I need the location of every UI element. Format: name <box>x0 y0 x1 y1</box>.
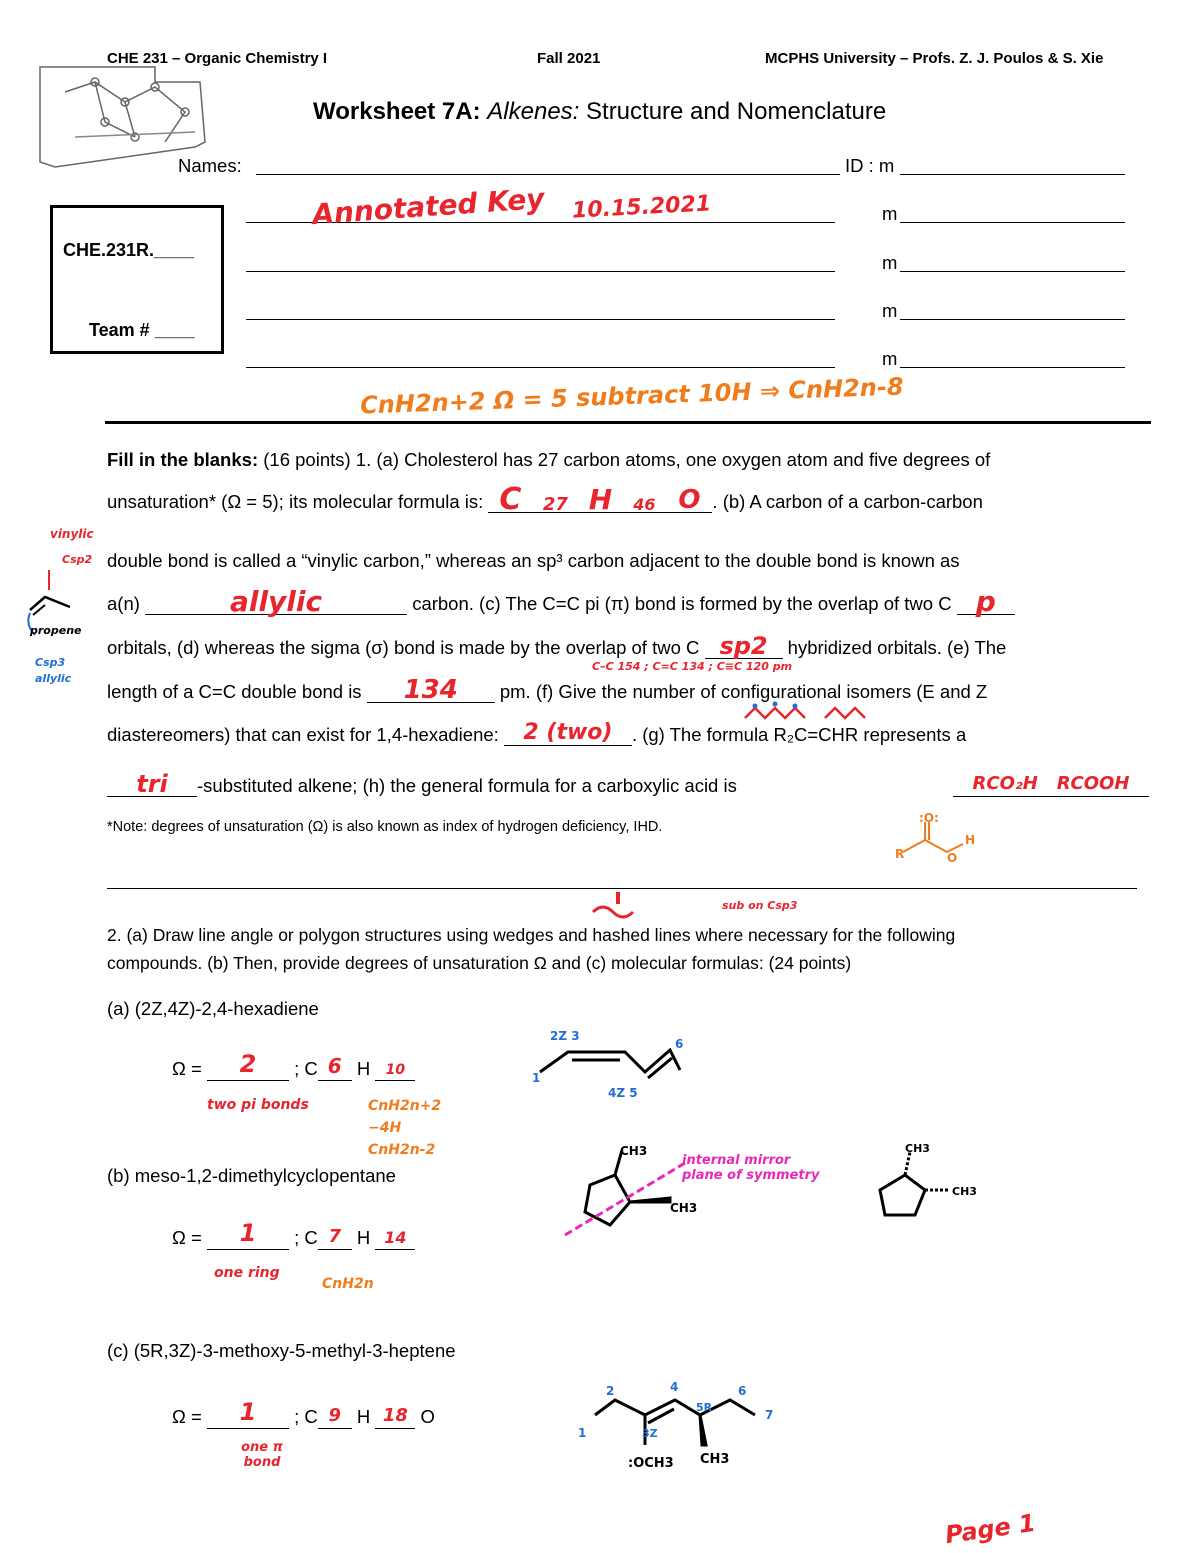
m-label-3: m <box>882 252 898 273</box>
svg-text:3Z: 3Z <box>642 1427 658 1440</box>
page-number: Page 1 <box>943 1508 1038 1550</box>
vinylic-note: vinylic <box>50 527 94 541</box>
svg-text:4: 4 <box>670 1380 679 1394</box>
q2-line-1: 2. (a) Draw line angle or polygon structures using wedges and hashed lines where necessary for the following <box>107 925 956 945</box>
blank-allylic[interactable]: allylic <box>145 594 407 615</box>
propene-note: propene <box>30 624 82 637</box>
name-field-1[interactable] <box>256 174 840 175</box>
propene-sketch <box>25 565 85 655</box>
team-label: Team # ____ <box>89 320 195 340</box>
blank-c[interactable]: C <box>488 492 532 513</box>
section-team-box <box>50 205 224 354</box>
blank-o[interactable]: O <box>666 492 712 513</box>
section-divider <box>105 421 1151 424</box>
worksheet-title: Worksheet 7A: Alkenes: Structure and Nomenclature <box>313 98 887 125</box>
svg-text:CH3: CH3 <box>700 1452 730 1467</box>
q2b-note: one ring <box>214 1265 280 1281</box>
svg-text:CH3: CH3 <box>905 1142 930 1155</box>
q2b-label: (b) meso-1,2-dimethylcyclopentane <box>107 1165 396 1186</box>
q2a-omega[interactable]: 2 <box>207 1058 289 1081</box>
svg-text:4Z 5: 4Z 5 <box>608 1086 638 1100</box>
q2a-orange-note: CnH2n+2 −4H CnH2n-2 <box>368 1098 442 1158</box>
svg-text:1: 1 <box>532 1071 541 1085</box>
svg-text:H: H <box>965 833 976 847</box>
svg-text:6: 6 <box>738 1384 747 1398</box>
school-profs: MCPHS University – Profs. Z. J. Poulos & S. Xie <box>765 50 1104 67</box>
q2c-label: (c) (5R,3Z)-3-methoxy-5-methyl-3-heptene <box>107 1340 456 1361</box>
blank-p[interactable]: p <box>957 594 1015 615</box>
q1-line-7: diastereomers) that can exist for 1,4-hexadiene: 2 (two) . (g) The formula R₂C=CHR represents a <box>107 720 967 745</box>
q1-line-6: length of a C=C double bond is 134 pm. (f) Give the number of configurational isomers (E and Z <box>107 675 988 705</box>
svg-text:R: R <box>895 847 905 861</box>
blank-sp2[interactable]: sp2 <box>705 638 783 659</box>
m-label-2: m <box>882 203 898 224</box>
q1-line-5: orbitals, (d) whereas the sigma (σ) bond is made by the overlap of two C sp2 hybridized orbitals. (e) The <box>107 632 1007 660</box>
q2a-label: (a) (2Z,4Z)-2,4-hexadiene <box>107 998 319 1019</box>
blank-isomers[interactable]: 2 (two) <box>504 725 632 746</box>
svg-text:5R: 5R <box>696 1401 713 1414</box>
annotated-key-heading: Annotated Key <box>311 181 546 232</box>
name-field-4[interactable] <box>246 319 835 320</box>
q2c-c-count[interactable]: 9 <box>318 1406 352 1429</box>
id-field-4[interactable] <box>900 319 1125 320</box>
svg-text:7: 7 <box>765 1408 774 1422</box>
heptene-structure <box>570 1375 790 1485</box>
q2c-note: one π bond <box>241 1440 283 1470</box>
bond-lengths-note: C–C 154 ; C=C 134 ; C≡C 120 pm <box>592 660 793 673</box>
q2a-note: two pi bonds <box>207 1097 309 1113</box>
svg-text:CH3: CH3 <box>952 1185 977 1198</box>
q1-line-8: tri -substituted alkene; (h) the general formula for a carboxylic acid is RCO₂H RCOOH <box>107 776 1149 797</box>
q2b-omega[interactable]: 1 <box>207 1227 289 1250</box>
name-field-5[interactable] <box>246 367 835 368</box>
blank-carboxylic-acid[interactable]: RCO₂H RCOOH <box>953 776 1149 797</box>
q2c-omega[interactable]: 1 <box>207 1406 289 1429</box>
svg-text::OCH3: :OCH3 <box>628 1456 674 1471</box>
q1-line-1: Fill in the blanks: (16 points) 1. (a) Cholesterol has 27 carbon atoms, one oxygen atom and five degrees of <box>107 449 991 470</box>
formula-note: CnH2n+2 Ω = 5 subtract 10H ⇒ CnH2n-8 <box>359 372 904 420</box>
q2-line-2: compounds. (b) Then, provide degrees of unsaturation Ω and (c) molecular formulas: (24 points) <box>107 953 852 973</box>
q2b-omega-row: Ω = 1 ; C 7 H 14 <box>172 1227 415 1250</box>
q2b-c-count[interactable]: 7 <box>318 1227 352 1250</box>
id-field-3[interactable] <box>900 271 1125 272</box>
q2a-h-count[interactable]: 10 <box>375 1058 415 1081</box>
trans-cyclopentane-structure <box>870 1140 990 1230</box>
divider-line <box>107 888 1137 889</box>
q2b-h-count[interactable]: 14 <box>375 1227 415 1250</box>
svg-text:CH3: CH3 <box>620 1144 648 1158</box>
svg-text:2: 2 <box>606 1384 615 1398</box>
id-field-1[interactable] <box>900 174 1125 175</box>
svg-text:2Z 3: 2Z 3 <box>550 1029 580 1043</box>
allylic-hyb-note: Csp3 <box>35 656 66 669</box>
section-label: CHE.231R.____ <box>63 240 195 260</box>
svg-text:O: O <box>947 851 958 865</box>
sub-note: sub on Csp3 <box>722 899 798 912</box>
blank-h[interactable]: H <box>578 492 622 513</box>
ihd-note: *Note: degrees of unsaturation (Ω) is also known as index of hydrogen deficiency, IHD. <box>107 819 663 835</box>
m-label-4: m <box>882 300 898 321</box>
id-label: ID : m <box>845 155 895 176</box>
q2a-c-count[interactable]: 6 <box>318 1058 352 1081</box>
q1-line-2: unsaturation* (Ω = 5); its molecular formula is: C 27 H 46 O . (b) A carbon of a carbon-carbon <box>107 482 983 517</box>
name-field-3[interactable] <box>246 271 835 272</box>
vinylic-hyb-note: Csp2 <box>62 553 93 566</box>
q1-line-3: double bond is called a “vinylic carbon,” whereas an sp³ carbon adjacent to the double bond is known as <box>107 550 960 571</box>
svg-text:1: 1 <box>578 1426 587 1440</box>
q2c-omega-row: Ω = 1 ; C 9 H 18 O <box>172 1398 435 1427</box>
wedge-doodle <box>588 890 648 920</box>
svg-text::O:: :O: <box>919 812 939 825</box>
blank-27[interactable]: 27 <box>532 492 578 513</box>
id-field-2[interactable] <box>900 222 1125 223</box>
term: Fall 2021 <box>537 50 601 67</box>
key-date: 10.15.2021 <box>571 191 712 224</box>
course-title: CHE 231 – Organic Chemistry I <box>107 50 328 67</box>
id-field-5[interactable] <box>900 367 1125 368</box>
hexadiene-structure <box>520 1022 700 1102</box>
names-label: Names: <box>178 155 242 176</box>
q2c-h-count[interactable]: 18 <box>375 1406 415 1429</box>
q2a-omega-row: Ω = 2 ; C 6 H 10 <box>172 1058 415 1081</box>
carboxylic-acid-sketch <box>895 812 985 872</box>
blank-length[interactable]: 134 <box>367 682 495 703</box>
blank-tri[interactable]: tri <box>107 776 197 797</box>
blank-46[interactable]: 46 <box>622 492 666 513</box>
allylic-margin-note: allylic <box>35 672 72 685</box>
m-label-5: m <box>882 348 898 369</box>
svg-text:CH3: CH3 <box>670 1201 698 1215</box>
q2b-orange-note: CnH2n <box>322 1276 374 1292</box>
mirror-plane-note: internal mirror plane of symmetry <box>682 1153 820 1183</box>
svg-text:6: 6 <box>675 1037 684 1051</box>
q1-line-4: a(n) allylic carbon. (c) The C=C pi (π) bond is formed by the overlap of two C p <box>107 594 1149 615</box>
